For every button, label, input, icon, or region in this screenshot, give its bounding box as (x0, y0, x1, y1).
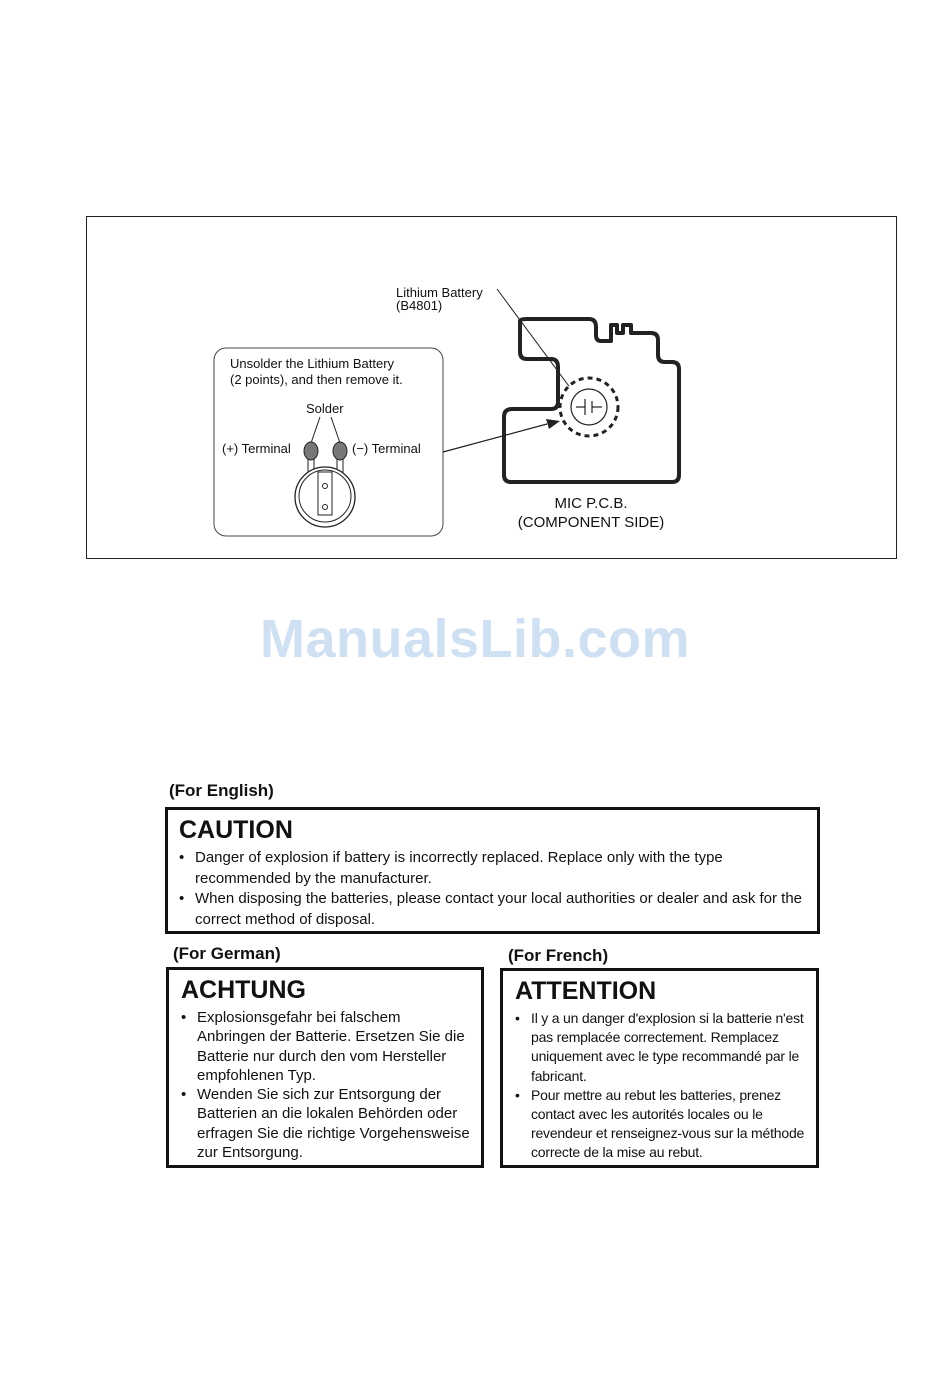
french-caution-item: • Pour mettre au rebut les batteries, prenez contact avec les autorités locales ou le revendeur et renseignez-vous sur la méthode correcte de la mise au rebut. (515, 1086, 806, 1163)
pointer-arrow (443, 424, 547, 452)
battery-label-line2: (B4801) (396, 298, 443, 313)
german-caution-item: • Wenden Sie sich zur Entsorgung der Batterien an die lokalen Behörden oder erfragen Sie die richtige Vorgehensweise zur Entsorgung. (181, 1085, 471, 1162)
plus-terminal-label: (+) Terminal (222, 441, 291, 456)
pointer-arrowhead (546, 419, 560, 429)
english-caution-box (165, 807, 820, 934)
english-caution-item: • When disposing the batteries, please contact your local authorities or dealer and ask for the correct method of disposal. (179, 889, 807, 930)
german-caution-item: • Explosionsgefahr bei falschem Anbringen der Batterie. Ersetzen Sie die Batterie nur durch den vom Hersteller empfohlenen Typ. (181, 1008, 471, 1085)
battery-removal-diagram (87, 217, 898, 560)
battery-label-line1: Lithium Battery (396, 285, 483, 300)
german-caution-title: ACHTUNG (181, 976, 306, 1004)
pcb-label-line1: MIC P.C.B. (554, 495, 628, 512)
battery-location-marker (560, 378, 618, 436)
battery-leader-line (497, 289, 574, 393)
french-caution-box (500, 968, 819, 1168)
instruction-line1: Unsolder the Lithium Battery (230, 356, 395, 371)
german-label: (For German) (173, 944, 281, 963)
english-label: (For English) (169, 781, 274, 800)
french-caution-item: • Il y a un danger d'explosion si la batterie n'est pas remplacée correctement. Remplacez uniquement avec le type recommandé par le fabricant. (515, 1009, 806, 1086)
french-caution-title: ATTENTION (515, 977, 657, 1005)
english-caution-item: • Danger of explosion if battery is incorrectly replaced. Replace only with the type recommended by the manufacturer. (179, 848, 807, 889)
german-caution-box (166, 967, 484, 1168)
solder-label: Solder (306, 401, 344, 416)
english-caution-list (179, 848, 807, 930)
french-label: (For French) (508, 946, 609, 965)
instruction-line2: (2 points), and then remove it. (230, 372, 403, 387)
pcb-label-line2: (COMPONENT SIDE) (517, 514, 665, 531)
solder-point-plus (304, 442, 318, 460)
solder-point-minus (333, 442, 347, 460)
french-caution-list (515, 1009, 806, 1163)
english-caution-title: CAUTION (179, 816, 293, 844)
battery-removal-figure (86, 216, 897, 559)
minus-terminal-label: (−) Terminal (352, 441, 421, 456)
german-caution-list (181, 1008, 471, 1162)
watermark: ManualsLib.com (259, 609, 691, 669)
